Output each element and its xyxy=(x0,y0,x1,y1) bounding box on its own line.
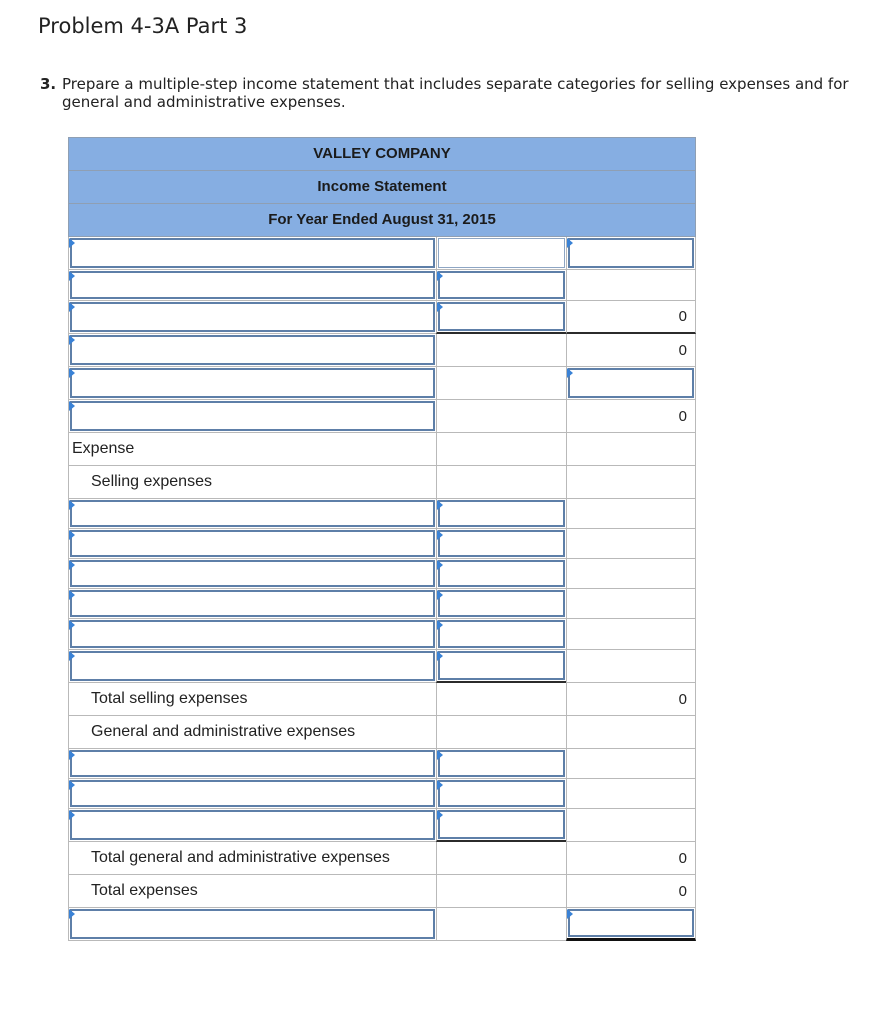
dropdown-marker-icon xyxy=(69,780,75,790)
table-row xyxy=(68,589,696,619)
dropdown-marker-icon xyxy=(69,271,75,281)
table-row xyxy=(68,619,696,650)
table-row xyxy=(68,650,696,683)
dropdown-marker-icon xyxy=(69,401,75,411)
dropdown-marker-icon xyxy=(437,750,443,760)
account-select[interactable] xyxy=(70,500,435,527)
computed-value: 0 xyxy=(678,407,687,425)
total-expenses-value: 0 xyxy=(678,882,687,900)
dropdown-marker-icon xyxy=(69,909,75,919)
dropdown-marker-icon xyxy=(69,238,75,248)
dropdown-marker-icon xyxy=(437,810,443,820)
account-select[interactable] xyxy=(70,651,435,681)
dropdown-marker-icon xyxy=(567,238,573,248)
table-row xyxy=(68,270,696,301)
company-name-header: VALLEY COMPANY xyxy=(68,137,696,170)
computed-value: 0 xyxy=(678,341,687,359)
total-general-admin-expenses-label: Total general and administrative expenses xyxy=(91,849,390,866)
dropdown-marker-icon xyxy=(69,302,75,312)
account-select[interactable] xyxy=(70,401,435,431)
total-expenses-label: Total expenses xyxy=(91,882,198,899)
dropdown-marker-icon xyxy=(437,271,443,281)
dropdown-marker-icon xyxy=(69,620,75,630)
amount-input[interactable] xyxy=(438,620,565,648)
table-row xyxy=(68,237,696,270)
table-row xyxy=(68,559,696,589)
page-title: Problem 4-3A Part 3 xyxy=(38,14,248,38)
amount-input[interactable] xyxy=(438,500,565,527)
account-select[interactable] xyxy=(70,560,435,587)
table-row xyxy=(68,499,696,529)
account-select[interactable] xyxy=(70,590,435,617)
selling-expenses-label: Selling expenses xyxy=(91,473,212,490)
amount-input[interactable] xyxy=(438,750,565,777)
table-row xyxy=(68,367,696,400)
table-row xyxy=(68,908,696,941)
dropdown-marker-icon xyxy=(437,530,443,540)
table-row xyxy=(68,842,696,875)
dropdown-marker-icon xyxy=(437,780,443,790)
table-row xyxy=(68,433,696,466)
account-select[interactable] xyxy=(70,530,435,557)
amount-input[interactable] xyxy=(438,651,565,680)
dropdown-marker-icon xyxy=(437,620,443,630)
amount-input[interactable] xyxy=(438,780,565,807)
general-admin-expenses-label: General and administrative expenses xyxy=(91,723,356,740)
dropdown-marker-icon xyxy=(567,909,573,919)
computed-value: 0 xyxy=(678,308,687,325)
total-selling-expenses-label: Total selling expenses xyxy=(91,690,248,707)
amount-input[interactable] xyxy=(568,238,694,268)
account-select[interactable] xyxy=(70,238,435,268)
amount-input[interactable] xyxy=(438,238,565,268)
account-select[interactable] xyxy=(70,620,435,648)
net-income-input[interactable] xyxy=(568,909,694,937)
dropdown-marker-icon xyxy=(69,651,75,661)
account-select[interactable] xyxy=(70,271,435,299)
dropdown-marker-icon xyxy=(437,651,443,661)
dropdown-marker-icon xyxy=(69,750,75,760)
amount-input[interactable] xyxy=(438,271,565,299)
table-row xyxy=(68,716,696,749)
total-selling-expenses-value: 0 xyxy=(678,690,687,708)
table-row xyxy=(68,809,696,842)
account-select[interactable] xyxy=(70,750,435,777)
dropdown-marker-icon xyxy=(69,530,75,540)
account-select[interactable] xyxy=(70,368,435,398)
table-row xyxy=(68,301,696,334)
amount-input[interactable] xyxy=(438,530,565,557)
account-select[interactable] xyxy=(70,302,435,332)
total-general-admin-expenses-value: 0 xyxy=(678,849,687,867)
table-row xyxy=(68,334,696,367)
dropdown-marker-icon xyxy=(567,368,573,378)
table-row xyxy=(68,683,696,716)
dropdown-marker-icon xyxy=(437,500,443,510)
account-select[interactable] xyxy=(70,810,435,840)
amount-input[interactable] xyxy=(438,590,565,617)
table-row xyxy=(68,529,696,559)
amount-input[interactable] xyxy=(438,302,565,331)
amount-input[interactable] xyxy=(438,560,565,587)
account-select[interactable] xyxy=(70,335,435,365)
instruction-number: 3. xyxy=(40,75,57,93)
dropdown-marker-icon xyxy=(69,335,75,345)
dropdown-marker-icon xyxy=(69,560,75,570)
dropdown-marker-icon xyxy=(437,590,443,600)
table-row xyxy=(68,875,696,908)
dropdown-marker-icon xyxy=(69,810,75,820)
table-row xyxy=(68,779,696,809)
dropdown-marker-icon xyxy=(69,500,75,510)
statement-name-header: Income Statement xyxy=(68,170,696,203)
dropdown-marker-icon xyxy=(69,368,75,378)
instructions xyxy=(40,75,860,111)
instruction-text: Prepare a multiple-step income statement that includes separate categories for selling expenses and for general and administrative expenses. xyxy=(62,75,849,111)
dropdown-marker-icon xyxy=(69,590,75,600)
table-row xyxy=(68,400,696,433)
dropdown-marker-icon xyxy=(437,302,443,312)
account-select[interactable] xyxy=(70,780,435,807)
account-select[interactable] xyxy=(70,909,435,939)
amount-input[interactable] xyxy=(568,368,694,398)
income-statement-table xyxy=(68,137,696,941)
table-row xyxy=(68,466,696,499)
expense-label: Expense xyxy=(72,440,135,457)
amount-input[interactable] xyxy=(438,810,565,839)
dropdown-marker-icon xyxy=(437,560,443,570)
statement-period-header: For Year Ended August 31, 2015 xyxy=(68,203,696,237)
table-row xyxy=(68,749,696,779)
